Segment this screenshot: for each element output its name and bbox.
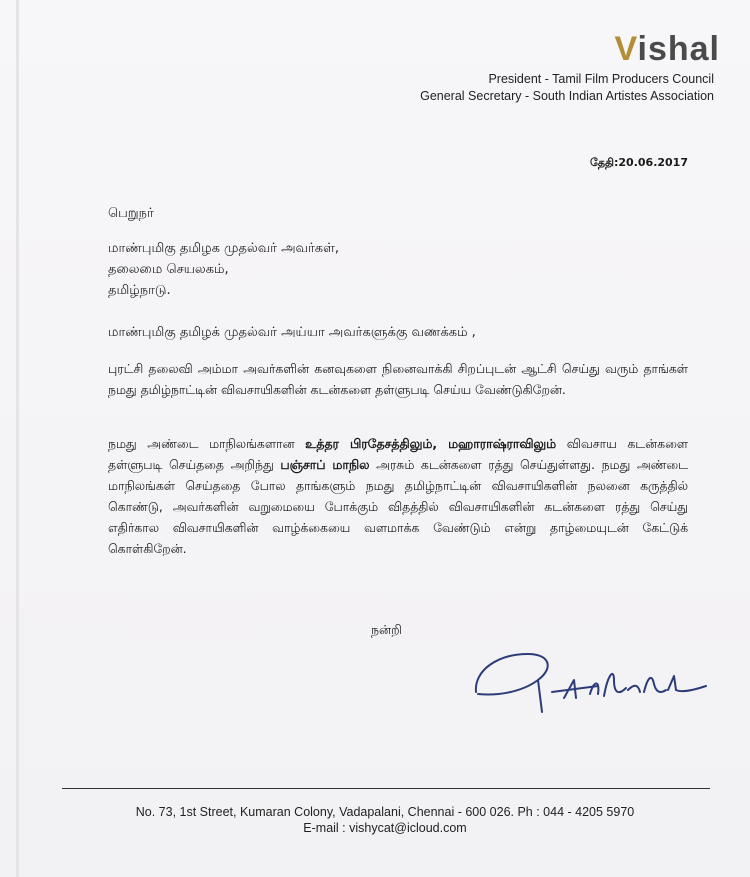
paragraph-2 [108,433,688,559]
paragraph-2-part-1: நமது அண்டை மாநிலங்களான [108,436,306,451]
footer-email: E-mail : vishycat@icloud.com [303,821,467,835]
page-edge [16,0,19,877]
paragraph-2-bold-2: பஞ்சாப் மாநில [280,457,370,472]
signature-image [468,640,730,720]
letterhead-line-1: President - Tamil Film Producers Council [488,72,714,86]
footer-rule [62,788,710,789]
recipient-line-1: மாண்புமிகு தமிழக முதல்வர் அவர்கள், [108,241,339,256]
footer-address: No. 73, 1st Street, Kumaran Colony, Vadapalani, Chennai - 600 026. Ph : 044 - 4205 5970 [135,805,635,819]
letterhead-line-2: General Secretary - South Indian Artistes Association [420,89,714,103]
recipient-address [108,238,339,301]
logo-initial: V [614,30,638,68]
recipient-line-2: தலைமை செயலகம், [108,262,229,277]
greeting: மாண்புமிகு தமிழக் முதல்வர் அய்யா அவர்களுக்கு வணக்கம் , [108,325,476,340]
paragraph-1: புரட்சி தலைவி அம்மா அவர்களின் கனவுகளை நினைவாக்கி சிறப்புடன் ஆட்சி செய்து வரும் தாங்கள் நமது தமிழ்நாட்டின் விவசாயிகளின் கடன்களை தள்ளுபடி செய்ய வேண்டுகிறேன். [108,361,688,397]
paragraph-2-part-2: விவசாய கடன்களை தள்ளுபடி செய்ததை அறிந்து [108,436,688,472]
paragraph-2-part-3: அரசும் கடன்களை ரத்து செய்துள்ளது. நமது அண்டை மாநிலங்கள் செய்ததை போல தாங்களும் நமது தமிழ்நாட்டின் விவசாயிகளின் நலனை கருத்தில் கொண்டு, அவர்களின் வறுமையை போக்கும் விதத்தில் விவசாயிகளின் கடன்களை ரத்து செய்து எதிர்கால விவசாயிகளின் வாழ்க்கையை வளமாக்க வேண்டும் என்று தாழ்மையுடன் கேட்டுக் கொள்கிறேன். [108,457,689,556]
salutation-to: பெறுநர் [108,206,154,221]
logo-rest: ishal [637,30,720,68]
letterhead-logo [560,30,720,69]
paragraph-2-bold-1: உத்தர பிரதேசத்திலும், மஹாராஷ்ராவிலும் [305,436,557,451]
recipient-line-3: தமிழ்நாடு. [108,283,171,298]
letter-date: தேதி:20.06.2017 [590,156,688,169]
thanks-text: நன்றி [371,622,402,637]
